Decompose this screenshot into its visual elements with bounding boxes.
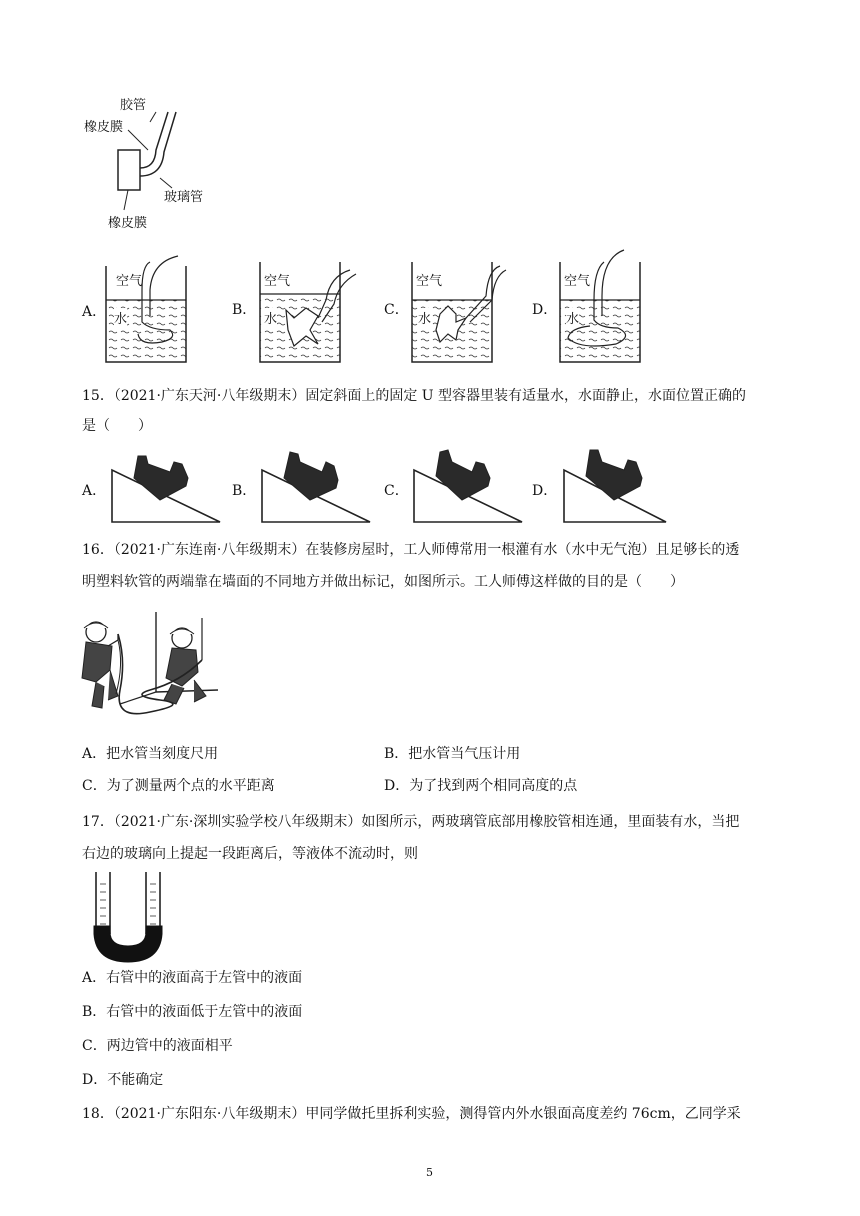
- q17-text-line2: 右边的玻璃向上提起一段距离后，等液体不流动时，则: [82, 846, 418, 862]
- hose-label: 胶管: [120, 98, 147, 113]
- q17-option-c: C．两边管中的液面相平: [82, 1038, 233, 1054]
- glass-tube-label: 玻璃管: [164, 190, 204, 205]
- q16-option-d: D．为了找到两个相同高度的点: [384, 778, 578, 794]
- option-b-letter: B．: [232, 302, 257, 318]
- page-number: 5: [426, 1166, 433, 1179]
- q17-option-d: D．不能确定: [82, 1072, 164, 1088]
- q16-option-a: A．把水管当刻度尺用: [82, 746, 219, 762]
- option-b-air: 空气: [264, 274, 291, 289]
- q17-option-a: A．右管中的液面高于左管中的液面: [82, 970, 303, 986]
- q15-text-line1: 15．（2021·广东天河·八年级期末）固定斜面上的固定 U 型容器里装有适量水，水面静止，水面位置正确的: [82, 388, 747, 404]
- option-a-letter: A．: [82, 304, 107, 320]
- q15-text-line2: 是（ ）: [82, 418, 152, 434]
- option-c-air: 空气: [416, 274, 443, 289]
- q17-text-line1: 17．（2021·广东·深圳实验学校八年级期末）如图所示，两玻璃管底部用橡胶管相连通，里面装有水，当把: [82, 814, 740, 830]
- option-d-letter: D．: [532, 302, 558, 318]
- q17-option-b: B．右管中的液面低于左管中的液面: [82, 1004, 303, 1020]
- option-b-water: 水: [264, 308, 277, 327]
- option-c-letter: C．: [384, 302, 409, 318]
- option-a-water: 水: [114, 308, 127, 327]
- membrane-top-label: 橡皮膜: [84, 120, 124, 135]
- option-d-water: 水: [566, 308, 579, 327]
- q16-text-line1: 16．（2021·广东连南·八年级期末）在装修房屋时，工人师傅常用一根灌有水（水中无气泡）且足够长的透: [82, 542, 740, 558]
- q16-option-b: B．把水管当气压计用: [384, 746, 521, 762]
- option-d-air: 空气: [564, 274, 591, 289]
- option-a-air: 空气: [116, 274, 143, 289]
- q16-text-line2: 明塑料软管的两端靠在墙面的不同地方并做出标记，如图所示。工人师傅这样做的目的是（ ）: [82, 574, 684, 590]
- q16-option-c: C．为了测量两个点的水平距离: [82, 778, 275, 794]
- option-c-water: 水: [418, 308, 431, 327]
- q15-option-c: C．: [384, 483, 409, 499]
- membrane-bottom-label: 橡皮膜: [108, 216, 148, 231]
- q18-text-line1: 18．（2021·广东阳东·八年级期末）甲同学做托里拆利实验，测得管内外水银面高度差约 76cm，乙同学采: [82, 1106, 741, 1122]
- q15-option-b: B．: [232, 483, 257, 499]
- q15-option-d: D．: [532, 483, 558, 499]
- q15-option-a: A．: [82, 483, 107, 499]
